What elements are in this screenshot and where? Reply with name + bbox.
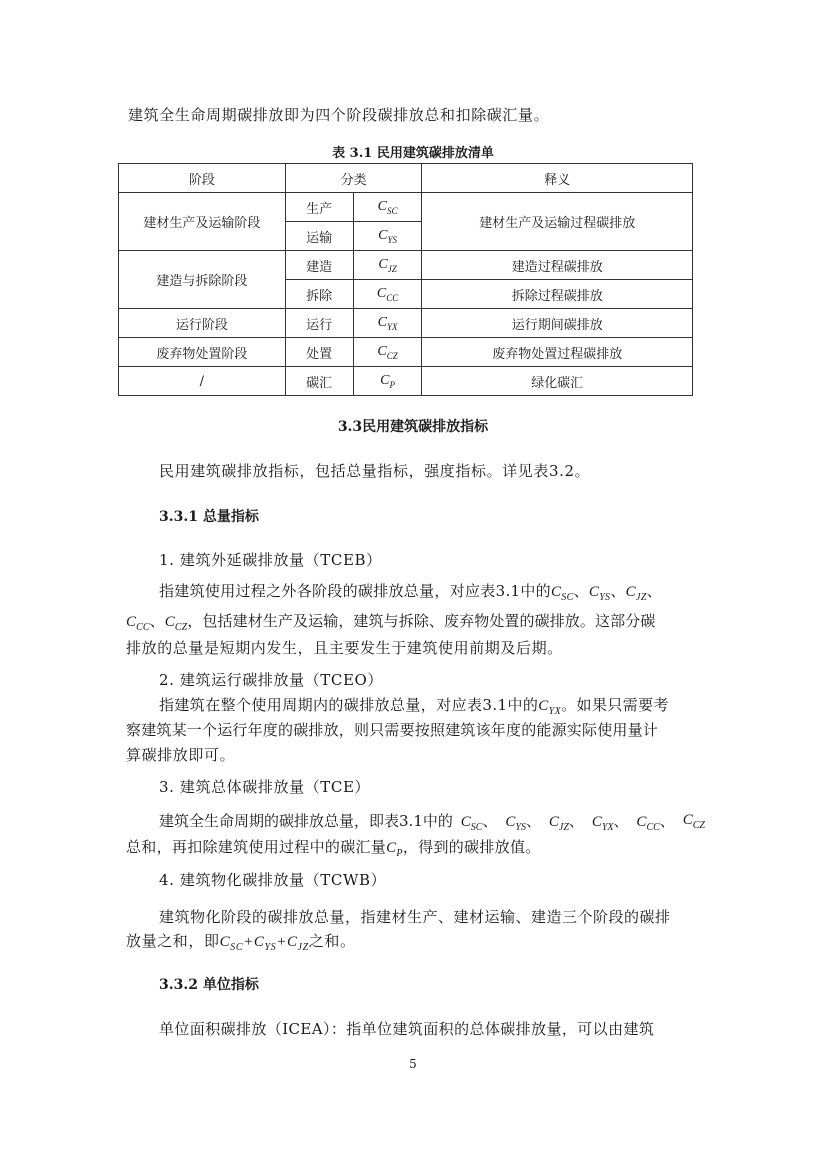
table-header-row <box>119 164 693 193</box>
paragraph-line: 察建筑某一个运行年度的碳排放，则只需要按照建筑该年度的能源实际使用量计 <box>126 721 659 739</box>
paragraph-line: 建筑物化阶段的碳排放总量，指建材生产、建材运输、建造三个阶段的碳排 <box>159 908 671 926</box>
subsection-title-total: 3.3.1 总量指标 <box>159 509 259 525</box>
symbol-cp: $C_P$ <box>380 372 395 390</box>
stage-cell: 废弃物处置阶段 <box>119 338 286 367</box>
header-category: 分类 <box>285 164 422 193</box>
paragraph-line: 放量之和，即$C_{SC}+C_{YS}+C_{JZ}$之和。 <box>126 932 356 953</box>
page-number: 5 <box>409 1057 417 1071</box>
category-cell: 生产 <box>285 193 353 222</box>
paragraph-line: 总和，再扣除建筑使用过程中的碳汇量$C_P$，得到的碳排放值。 <box>126 838 541 859</box>
paragraph-line: 指建筑使用过程之外各阶段的碳排放总量，对应表3.1中的$C_{SC}$、$C_{YS}$、$C_{JZ}$、 <box>159 582 662 603</box>
header-meaning: 释义 <box>422 164 693 193</box>
table-row <box>119 309 693 338</box>
category-cell: 碳汇 <box>285 367 353 396</box>
symbol-cell <box>353 280 422 309</box>
paragraph-line: 单位面积碳排放（ICEA）：指单位建筑面积的总体碳排放量，可以由建筑 <box>159 1020 655 1038</box>
paragraph-line: 指建筑在整个使用周期内的碳排放总量，对应表3.1中的$C_{YX}$。如果只需要考 <box>159 696 669 717</box>
symbol-ccc: $C_{CC}$ <box>376 285 399 303</box>
symbol-csc: $C_{SC}$ <box>377 198 398 216</box>
paragraph-line: $C_{CC}$、$C_{CZ}$，包括建材生产及运输，建筑与拆除、废弃物处置的碳排放。这部分碳 <box>126 612 656 633</box>
stage-cell: / <box>119 367 286 396</box>
item-title-tceb: 1. 建筑外延碳排放量（TCEB） <box>159 551 382 569</box>
meaning-cell: 运行期间碳排放 <box>422 309 693 338</box>
paragraph-line: 排放的总量是短期内发生，且主要发生于建筑使用前期及后期。 <box>126 639 563 657</box>
category-cell: 运行 <box>285 309 353 338</box>
table-caption: 表 3.1 民用建筑碳排放清单 <box>332 146 494 161</box>
item-title-tce: 3. 建筑总体碳排放量（TCE） <box>159 778 371 796</box>
paragraph-line: 算碳排放即可。 <box>126 746 236 764</box>
table-row <box>119 251 693 280</box>
category-cell: 拆除 <box>285 280 353 309</box>
category-cell: 运输 <box>285 222 353 251</box>
stage-cell: 运行阶段 <box>119 309 286 338</box>
header-stage: 阶段 <box>119 164 286 193</box>
section-title: 3.3民用建筑碳排放指标 <box>337 419 489 435</box>
table-row <box>119 338 693 367</box>
stage-cell: 建造与拆除阶段 <box>119 251 286 309</box>
symbol-cell <box>353 309 422 338</box>
item-title-tceo: 2. 建筑运行碳排放量（TCEO） <box>159 671 384 689</box>
table-row <box>119 193 693 222</box>
symbol-cell <box>353 338 422 367</box>
symbol-cell <box>353 222 422 251</box>
meaning-cell: 建材生产及运输过程碳排放 <box>422 193 693 251</box>
category-cell: 处置 <box>285 338 353 367</box>
meaning-cell: 建造过程碳排放 <box>422 251 693 280</box>
meaning-cell: 拆除过程碳排放 <box>422 280 693 309</box>
paragraph-line: 建筑全生命周期的碳排放总量，即表3.1中的 $C_{SC}$、 $C_{YS}$、 $C_{JZ}$、 $C_{YX}$、 $C_{CC}$、 $C_{CZ}$ <box>159 812 705 833</box>
stage-cell: 建材生产及运输阶段 <box>119 193 286 251</box>
subsection-title-unit: 3.3.2 单位指标 <box>159 977 259 993</box>
symbol-cell <box>353 367 422 396</box>
category-cell: 建造 <box>285 251 353 280</box>
symbol-cys: $C_{YS}$ <box>378 227 397 245</box>
item-title-tcwb: 4. 建筑物化碳排放量（TCWB） <box>159 871 387 889</box>
section-intro: 民用建筑碳排放指标，包括总量指标，强度指标。详见表3.2。 <box>159 462 591 480</box>
carbon-emission-table <box>118 163 693 396</box>
symbol-cell <box>353 193 422 222</box>
meaning-cell: 废弃物处置过程碳排放 <box>422 338 693 367</box>
symbol-cjz: $C_{JZ}$ <box>378 256 397 274</box>
symbol-ccz: $C_{CZ}$ <box>377 343 398 361</box>
symbol-cell <box>353 251 422 280</box>
table-row <box>119 367 693 396</box>
meaning-cell: 绿化碳汇 <box>422 367 693 396</box>
intro-paragraph: 建筑全生命周期碳排放即为四个阶段碳排放总和扣除碳汇量。 <box>128 106 550 124</box>
symbol-cyx: $C_{YX}$ <box>377 314 398 332</box>
